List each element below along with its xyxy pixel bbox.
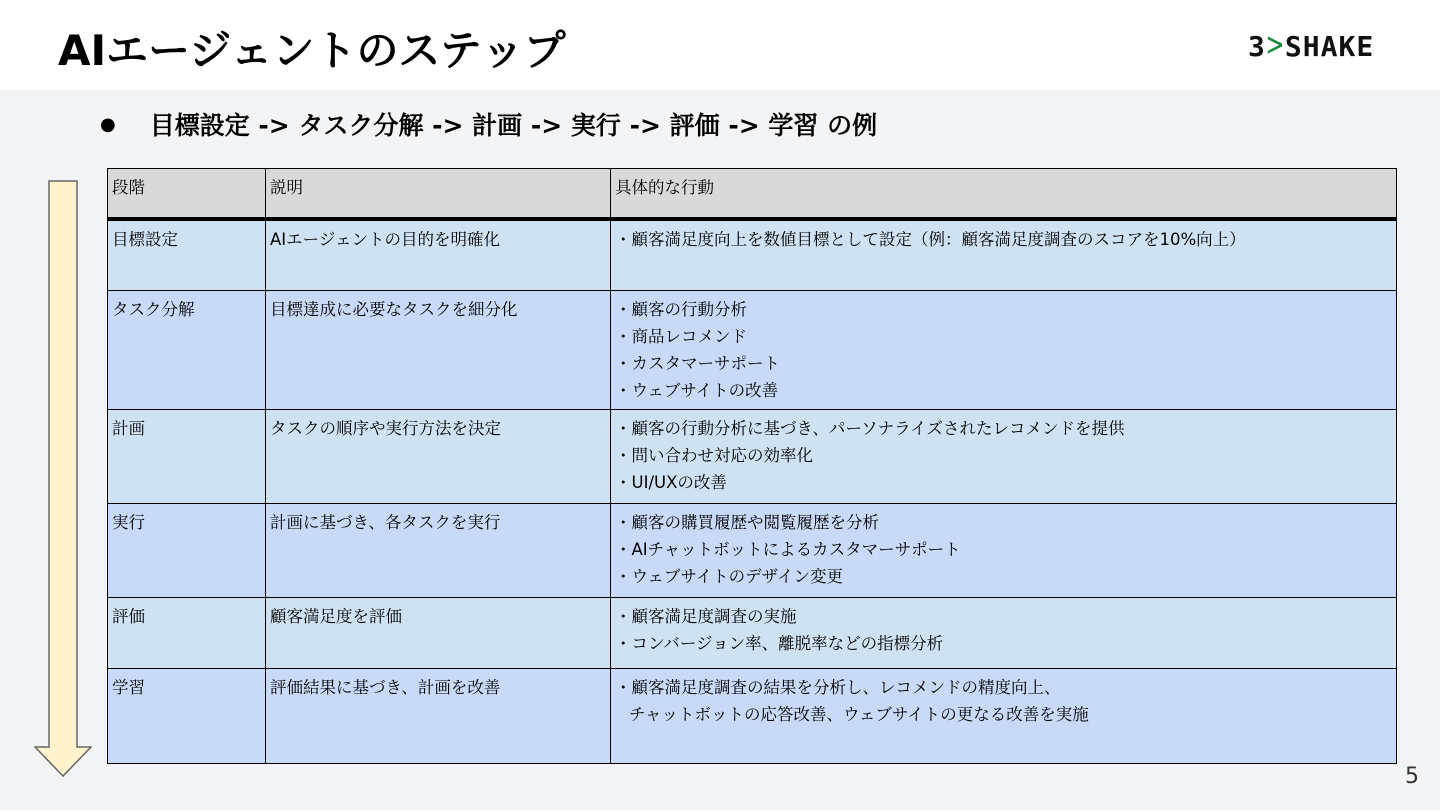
action-item: ・コンバージョン率、離脱率などの指標分析 (615, 634, 944, 653)
action-item: ・商品レコメンド (615, 327, 747, 346)
action-item: チャットボットの応答改善、ウェブサイトの更なる改善を実施 (629, 705, 1089, 724)
down-arrow-icon (34, 180, 92, 778)
steps-table (107, 168, 1397, 764)
bullet-icon: ● (100, 113, 116, 135)
table-row (108, 598, 1397, 669)
actions-cell (611, 504, 1397, 598)
action-item: ・AIチャットボットによるカスタマーサポート (615, 540, 961, 559)
description-cell: 顧客満足度を評価 (266, 598, 611, 669)
table-header-row (108, 169, 1397, 219)
description-cell: タスクの順序や実行方法を決定 (266, 410, 611, 504)
action-item: ・顧客満足度向上を数値目標として設定（例：顧客満足度調査のスコアを10%向上） (615, 229, 1246, 249)
stage-cell: 学習 (108, 669, 266, 764)
logo-suffix: SHAKE (1284, 30, 1375, 63)
actions-cell (611, 219, 1397, 291)
column-header-description: 説明 (266, 169, 611, 219)
actions-cell (611, 598, 1397, 669)
actions-cell (611, 669, 1397, 764)
logo-prefix: 3 (1248, 30, 1266, 63)
table-row (108, 291, 1397, 410)
company-logo (1248, 30, 1374, 63)
stage-cell: 目標設定 (108, 219, 266, 291)
description-cell: AIエージェントの目的を明確化 (266, 219, 611, 291)
action-item: ・顧客満足度調査の実施 (615, 607, 797, 626)
table-row (108, 504, 1397, 598)
table-row (108, 410, 1397, 504)
table-row (108, 219, 1397, 291)
slide-header (0, 0, 1440, 90)
action-item: ・UI/UXの改善 (615, 473, 727, 492)
stage-cell: 実行 (108, 504, 266, 598)
slide-title: AIエージェントのステップ (58, 26, 566, 75)
action-item: ・顧客の行動分析に基づき、パーソナライズされたレコメンドを提供 (615, 419, 1125, 438)
description-cell: 評価結果に基づき、計画を改善 (266, 669, 611, 764)
stage-cell: 評価 (108, 598, 266, 669)
page-number: 5 (1405, 764, 1419, 789)
action-item: ・顧客の行動分析 (615, 300, 747, 319)
description-cell: 目標達成に必要なタスクを細分化 (266, 291, 611, 410)
actions-cell (611, 410, 1397, 504)
actions-cell (611, 291, 1397, 410)
table-row (108, 669, 1397, 764)
stage-cell: タスク分解 (108, 291, 266, 410)
action-item: ・顧客満足度調査の結果を分析し、レコメンドの精度向上、 (615, 678, 1061, 697)
description-cell: 計画に基づき、各タスクを実行 (266, 504, 611, 598)
action-item: ・ウェブサイトの改善 (615, 381, 779, 400)
action-item: ・カスタマーサポート (615, 354, 780, 373)
subtitle-text: 目標設定 -> タスク分解 -> 計画 -> 実行 -> 評価 -> 学習 の例 (149, 111, 878, 140)
logo-mark-icon: ᐳ (1266, 34, 1284, 59)
action-item: ・ウェブサイトのデザイン変更 (615, 567, 844, 586)
slide-subtitle (100, 106, 877, 142)
stage-cell: 計画 (108, 410, 266, 504)
column-header-stage: 段階 (108, 169, 266, 219)
column-header-actions: 具体的な行動 (611, 169, 1397, 219)
action-item: ・問い合わせ対応の効率化 (615, 446, 813, 465)
action-item: ・顧客の購買履歴や閲覧履歴を分析 (615, 513, 879, 532)
